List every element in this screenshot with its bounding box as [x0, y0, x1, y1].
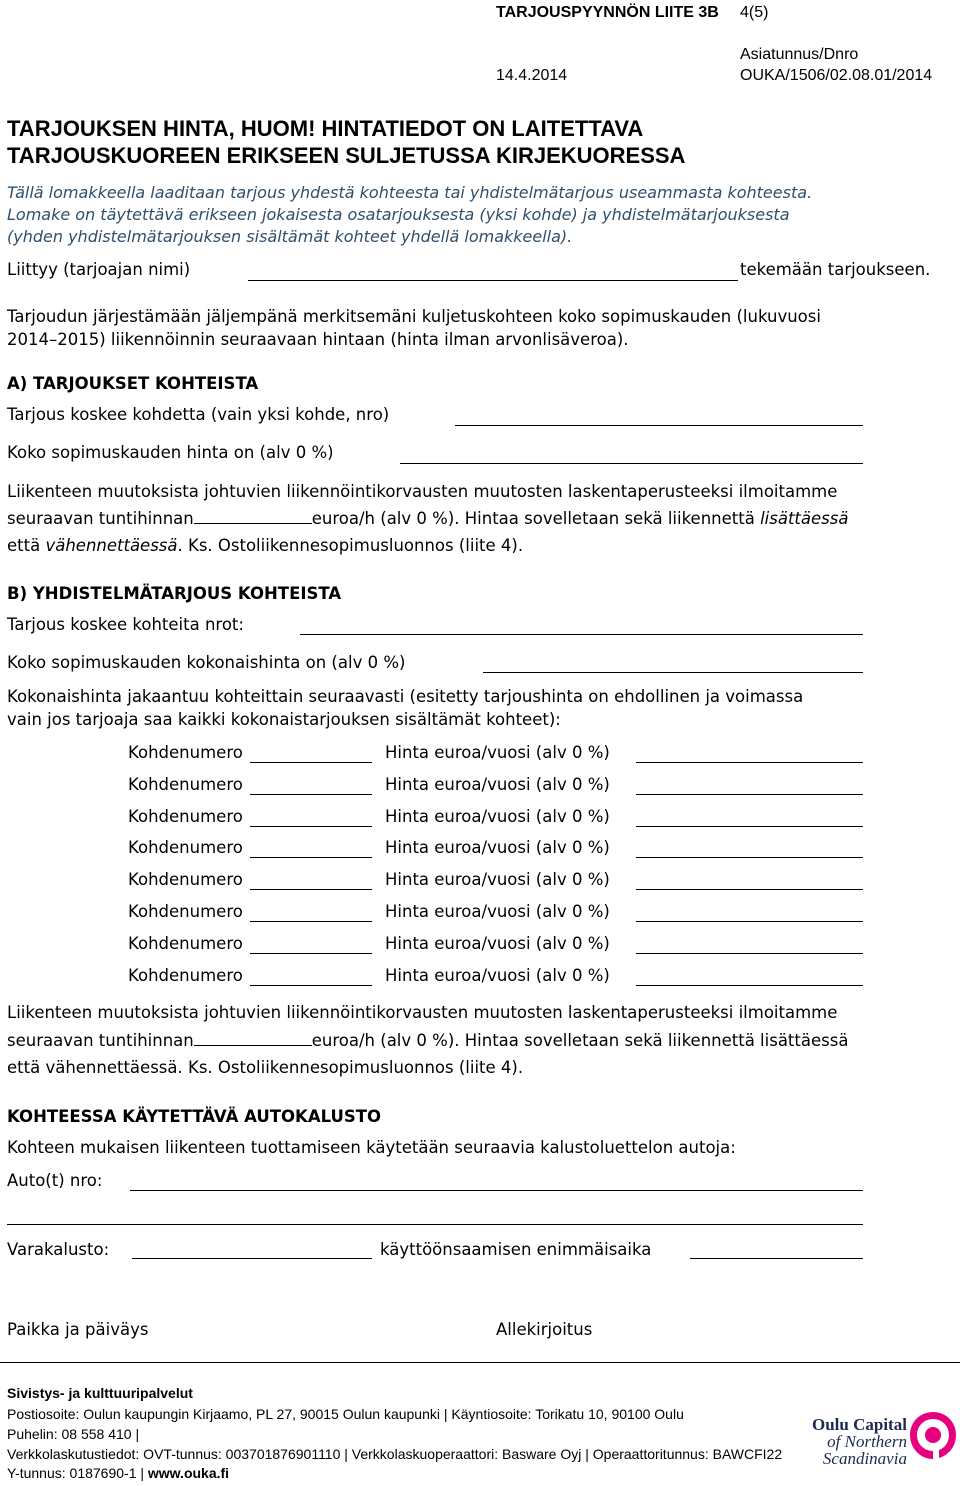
a-changes-l2-text-b: euroa/h (alv 0 %). Hintaa sovelletaan sekä liikennettä [311, 509, 755, 528]
row-price-field[interactable] [636, 985, 863, 986]
commit-line-1: Tarjoudun järjestämään jäljempänä merkitsemäni kuljetuskohteen koko sopimuskauden (lukuvuosi [7, 307, 821, 326]
fleet-intro: Kohteen mukaisen liikenteen tuottamiseen käytetään seuraavia kalustoluettelon autoja: [7, 1138, 736, 1157]
page-number: 4(5) [740, 4, 769, 21]
spare-label: Varakalusto: [7, 1240, 110, 1259]
target-numbers-field[interactable] [300, 634, 863, 635]
row-price-label: Hinta euroa/vuosi (alv 0 %) [385, 870, 610, 889]
cars-field[interactable] [130, 1190, 863, 1191]
a-hourly-price-field[interactable] [194, 522, 312, 524]
row-number-label: Kohdenumero [128, 902, 243, 921]
row-price-field[interactable] [636, 921, 863, 922]
logo-line-3: Scandinavia [822, 1449, 907, 1468]
a-changes-line-1: Liikenteen muutoksista johtuvien liikennöintikorvausten muutosten laskentaperusteeksi ilmoitamme [7, 482, 838, 501]
a-changes-line-3 [7, 536, 523, 555]
a-changes-l2-italic: lisättäessä [760, 509, 849, 528]
join-prefix: Liittyy (tarjoajan nimi) [7, 260, 191, 279]
row-price-field[interactable] [636, 857, 863, 858]
a-changes-l3-text-b: . Ks. Ostoliikennesopimusluonnos (liite 4). [177, 536, 524, 555]
row-price-label: Hinta euroa/vuosi (alv 0 %) [385, 807, 610, 826]
row-price-field[interactable] [636, 953, 863, 954]
row-price-label: Hinta euroa/vuosi (alv 0 %) [385, 775, 610, 794]
fleet-heading: KOHTEESSA KÄYTETTÄVÄ AUTOKALUSTO [7, 1107, 382, 1126]
footer-business-id [7, 1465, 229, 1481]
b-changes-l2-text-b: euroa/h (alv 0 %). Hintaa sovelletaan sekä liikennettä lisättäessä [311, 1031, 849, 1050]
cars-field-extra[interactable] [7, 1224, 863, 1225]
targets-label: Tarjous koskee kohteita nrot: [7, 615, 244, 634]
cars-label: Auto(t) nro: [7, 1171, 103, 1190]
deploy-label: käyttöönsaamisen enimmäisaika [380, 1240, 652, 1259]
a-changes-l2-text-a: seuraavan tuntihinnan [7, 509, 194, 528]
doc-date: 14.4.2014 [496, 67, 568, 84]
logo-line-1: Oulu Capital [812, 1415, 907, 1434]
target-number-field[interactable] [455, 425, 863, 426]
footer-divider [0, 1362, 960, 1363]
row-number-label: Kohdenumero [128, 775, 243, 794]
b-changes-line-2 [7, 1031, 848, 1050]
row-number-label: Kohdenumero [128, 743, 243, 762]
split-line-2: vain jos tarjoaja saa kaikki kokonaistarjouksen sisältämät kohteet): [7, 710, 561, 729]
row-number-field[interactable] [250, 889, 372, 890]
row-price-label: Hinta euroa/vuosi (alv 0 %) [385, 966, 610, 985]
ref-label: Asiatunnus/Dnro [740, 46, 859, 63]
notice-line-1: TARJOUKSEN HINTA, HUOM! HINTATIEDOT ON LAITETTAVA [7, 116, 644, 141]
notice-line-2: TARJOUSKUOREEN ERIKSEEN SULJETUSSA KIRJEKUORESSA [7, 143, 686, 168]
row-price-field[interactable] [636, 826, 863, 827]
join-suffix: tekemään tarjoukseen. [740, 260, 931, 279]
deploy-time-field[interactable] [690, 1258, 863, 1259]
row-number-field[interactable] [250, 953, 372, 954]
row-price-label: Hinta euroa/vuosi (alv 0 %) [385, 902, 610, 921]
row-number-field[interactable] [250, 826, 372, 827]
row-number-label: Kohdenumero [128, 807, 243, 826]
ref-number: OUKA/1506/02.08.01/2014 [740, 67, 933, 84]
total-price-field[interactable] [483, 672, 863, 673]
split-line-1: Kokonaishinta jakaantuu kohteittain seuraavasti (esitetty tarjoushinta on ehdollinen ja voimassa [7, 687, 804, 706]
signature-label: Allekirjoitus [496, 1320, 593, 1339]
row-number-label: Kohdenumero [128, 838, 243, 857]
row-price-label: Hinta euroa/vuosi (alv 0 %) [385, 934, 610, 953]
logo-mark-icon [908, 1410, 958, 1462]
footer-phone: Puhelin: 08 558 410 | [7, 1426, 140, 1442]
row-number-field[interactable] [250, 762, 372, 763]
b-changes-l2-text-a: seuraavan tuntihinnan [7, 1031, 194, 1050]
intro-line-3: (yhden yhdistelmätarjouksen sisältämät kohteet yhdellä lomakkeella). [7, 227, 573, 246]
section-a-heading: A) TARJOUKSET KOHTEISTA [7, 374, 259, 393]
footer-dept: Sivistys- ja kulttuuripalvelut [7, 1385, 193, 1401]
total-price-label: Koko sopimuskauden kokonaishinta on (alv 0 %) [7, 653, 406, 672]
bidder-name-field[interactable] [248, 280, 738, 281]
doc-title: TARJOUSPYYNNÖN LIITE 3B [496, 4, 719, 21]
footer-billing: Verkkolaskutustiedot: OVT-tunnus: 003701876901110 | Verkkolaskuoperaattori: Basware Oyj | Operaattoritunnus: BAWCFI22 [7, 1446, 783, 1462]
row-number-field[interactable] [250, 794, 372, 795]
row-price-field[interactable] [636, 794, 863, 795]
footer-business-id-text: Y-tunnus: 0187690-1 | [7, 1465, 145, 1481]
row-price-label: Hinta euroa/vuosi (alv 0 %) [385, 743, 610, 762]
b-changes-line-3: että vähennettäessä. Ks. Ostoliikennesopimusluonnos (liite 4). [7, 1058, 524, 1077]
row-number-field[interactable] [250, 921, 372, 922]
row-price-field[interactable] [636, 762, 863, 763]
footer-website-link[interactable]: www.ouka.fi [147, 1465, 230, 1481]
row-number-label: Kohdenumero [128, 870, 243, 889]
section-b-heading: B) YHDISTELMÄTARJOUS KOHTEISTA [7, 584, 342, 603]
target-label: Tarjous koskee kohdetta (vain yksi kohde, nro) [7, 405, 390, 424]
intro-line-1: Tällä lomakkeella laaditaan tarjous yhdestä kohteesta tai yhdistelmätarjous useammasta kohteesta. [7, 183, 813, 202]
row-number-field[interactable] [250, 985, 372, 986]
place-date-label: Paikka ja päiväys [7, 1320, 149, 1339]
logo-line-2: of Northern [827, 1432, 907, 1451]
row-number-label: Kohdenumero [128, 966, 243, 985]
footer-postal: Postiosoite: Oulun kaupungin Kirjaamo, PL 27, 90015 Oulun kaupunki | Käyntiosoite: Torikatu 10, 90100 Oulu [7, 1406, 684, 1422]
b-changes-line-1: Liikenteen muutoksista johtuvien liikennöintikorvausten muutosten laskentaperusteeksi ilmoitamme [7, 1003, 838, 1022]
a-changes-l3-italic: vähennettäessä [45, 536, 178, 555]
row-price-field[interactable] [636, 889, 863, 890]
row-number-field[interactable] [250, 857, 372, 858]
row-number-label: Kohdenumero [128, 934, 243, 953]
city-logo [812, 1416, 907, 1467]
intro-line-2: Lomake on täytettävä erikseen jokaisesta osatarjouksesta (yksi kohde) ja yhdistelmätarjouksesta [7, 205, 790, 224]
price-label: Koko sopimuskauden hinta on (alv 0 %) [7, 443, 334, 462]
spare-field[interactable] [132, 1258, 372, 1259]
a-changes-line-2 [7, 509, 848, 528]
b-hourly-price-field[interactable] [194, 1044, 312, 1046]
a-changes-l3-text-a: että [7, 536, 41, 555]
contract-price-field[interactable] [400, 463, 863, 464]
row-price-label: Hinta euroa/vuosi (alv 0 %) [385, 838, 610, 857]
commit-line-2: 2014–2015) liikennöinnin seuraavaan hintaan (hinta ilman arvonlisäveroa). [7, 330, 629, 349]
